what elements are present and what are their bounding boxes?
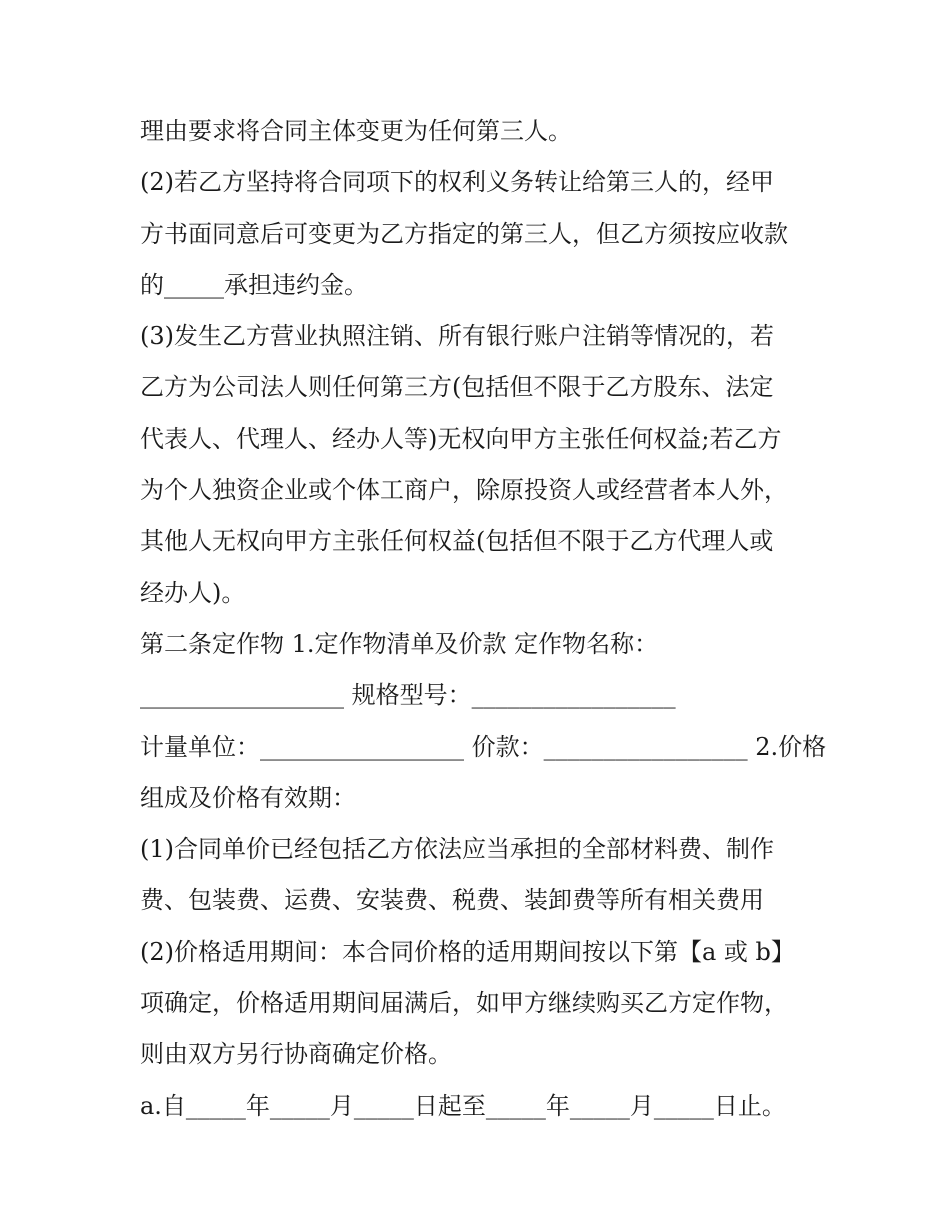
- document-body: [140, 106, 827, 1132]
- text-line: 其他人无权向甲方主张任何权益(包括但不限于乙方代理人或: [140, 527, 774, 556]
- text-line: 为个人独资企业或个体工商户，除原投资人或经营者本人外，: [140, 476, 788, 505]
- text-line: 的_____承担违约金。: [140, 270, 368, 299]
- text-line: 项确定，价格适用期间届满后，如甲方继续购买乙方定作物，: [140, 989, 788, 1018]
- text-line: (2)若乙方坚持将合同项下的权利义务转让给第三人的，经甲: [140, 168, 774, 197]
- text-line: 经办人)。: [140, 578, 246, 607]
- text-line: 组成及价格有效期：: [140, 783, 356, 812]
- text-line: (2)价格适用期间：本合同价格的适用期间按以下第【a 或 b】: [140, 937, 795, 966]
- text-line: 乙方为公司法人则任何第三方(包括但不限于乙方股东、法定: [140, 373, 774, 402]
- text-line: _________________ 规格型号：_________________: [140, 681, 676, 710]
- text-line: 方书面同意后可变更为乙方指定的第三人，但乙方须按应收款: [140, 219, 788, 248]
- text-line: (3)发生乙方营业执照注销、所有银行账户注销等情况的，若: [140, 322, 774, 351]
- text-line: (1)合同单价已经包括乙方依法应当承担的全部材料费、制作: [140, 835, 774, 864]
- text-line: 费、包装费、运费、安装费、税费、装卸费等所有相关费用: [140, 886, 764, 915]
- text-line: 理由要求将合同主体变更为任何第三人。: [140, 117, 572, 145]
- text-line: 则由双方另行协商确定价格。: [140, 1040, 452, 1069]
- section-heading-line: 第二条定作物 1.定作物清单及价款 定作物名称：: [140, 629, 659, 658]
- text-line: a.自_____年_____月_____日起至_____年_____月_____日止。: [140, 1091, 786, 1120]
- text-line: 代表人、代理人、经办人等)无权向甲方主张任何权益;若乙方: [140, 424, 782, 453]
- text-line: 计量单位：_________________ 价款：_________________ 2.价格: [140, 732, 827, 761]
